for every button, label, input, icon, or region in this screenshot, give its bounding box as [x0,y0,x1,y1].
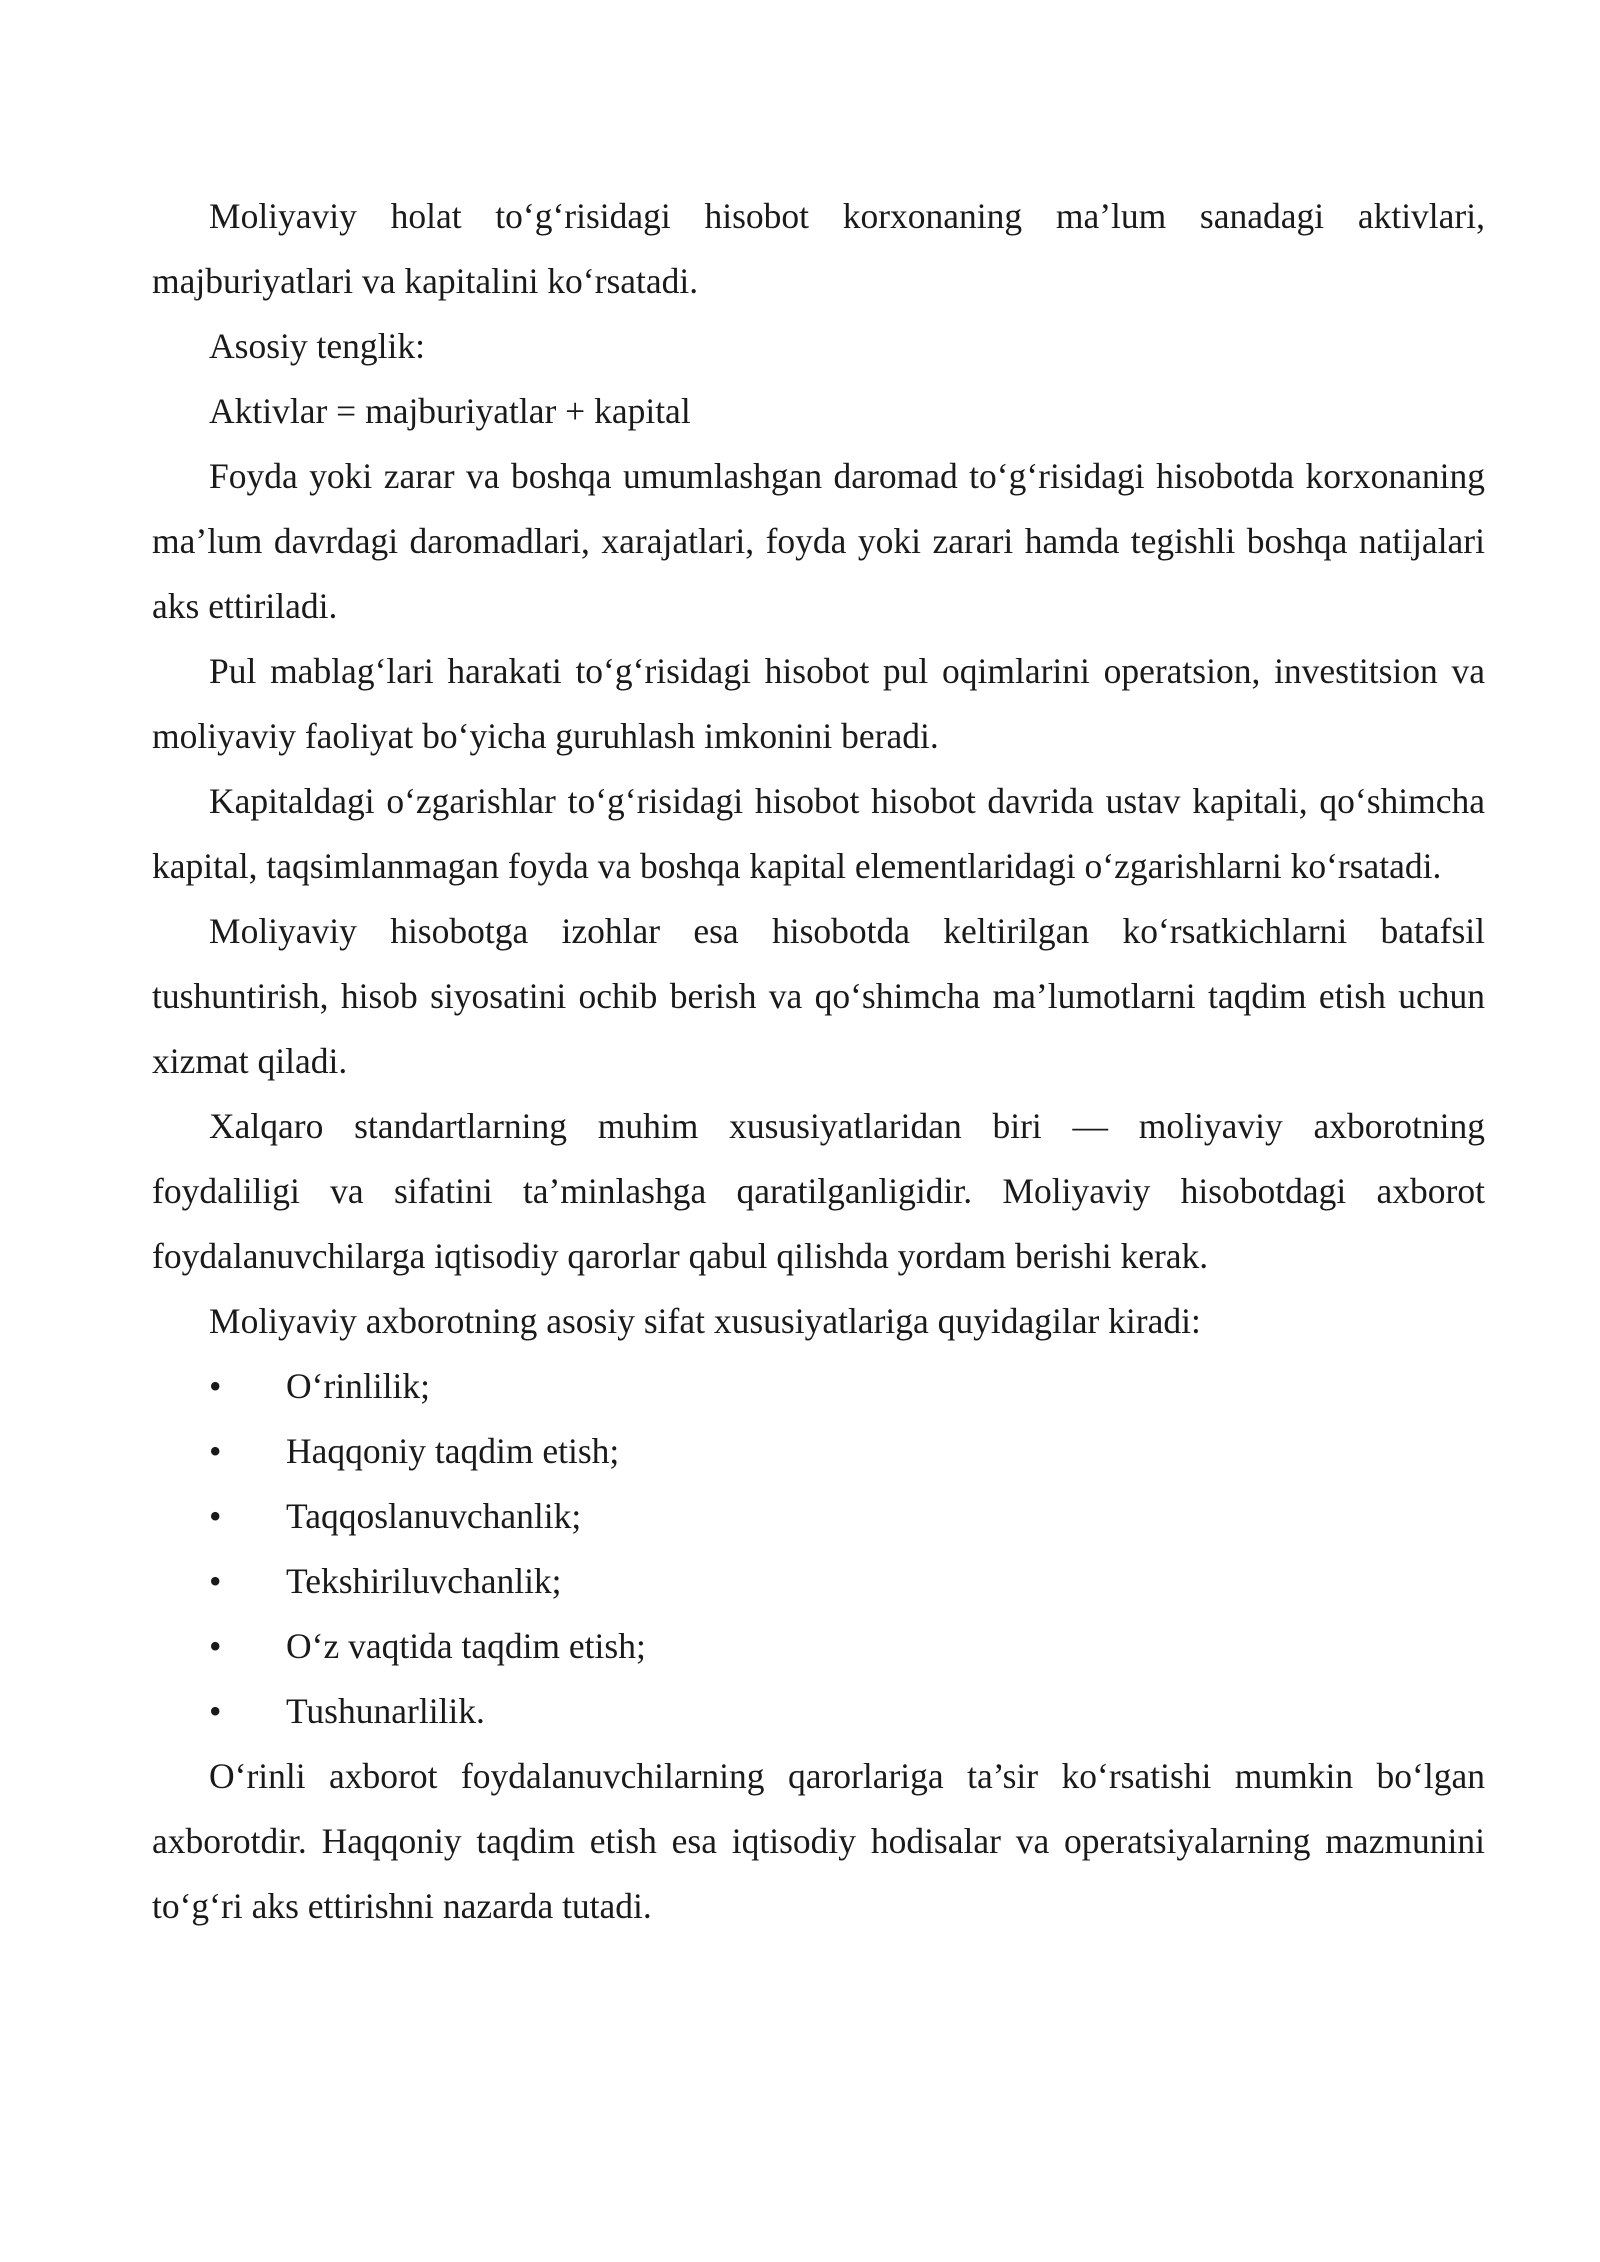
paragraph-financial-position: Moliyaviy holat to‘g‘risidagi hisobot korxonaning ma’lum sanadagi aktivlari, majburiyatlari va kapitalini ko‘rsatadi. [152,196,1485,301]
qualitative-characteristics-list [152,1354,1485,1744]
list-item-text: Haqqoniy taqdim etish; [286,1431,620,1471]
list-item [152,1354,1485,1419]
paragraph-equity-changes: Kapitaldagi o‘zgarishlar to‘g‘risidagi hisobot hisobot davrida ustav kapitali, qo‘shimcha kapital, taqsimlanmagan foyda va boshqa kapital elementlaridagi o‘zgarishlarni ko‘rsatadi. [152,781,1485,886]
paragraph-relevance-faithful-representation: O‘rinli axborot foydalanuvchilarning qarorlariga ta’sir ko‘rsatishi mumkin bo‘lgan axborotdir. Haqqoniy taqdim etish esa iqtisodiy hodisalar va operatsiyalarning mazmunini to‘g‘ri aks ettirishni nazarda tutadi. [152,1756,1485,1926]
list-item-text: Tushunarlilik. [286,1691,485,1731]
paragraph-accounting-equation: Aktivlar = majburiyatlar + kapital [209,391,691,431]
bullet-icon: • [209,1366,222,1406]
paragraph-notes: Moliyaviy hisobotga izohlar esa hisobotda keltirilgan ko‘rsatkichlarni batafsil tushuntirish, hisob siyosatini ochib berish va qo‘shimcha ma’lumotlarni taqdim etish uchun xizmat qiladi. [152,911,1485,1081]
list-item [152,1614,1485,1679]
paragraph-cash-flows: Pul mablag‘lari harakati to‘g‘risidagi hisobot pul oqimlarini operatsion, investitsion va moliyaviy faoliyat bo‘yicha guruhlash imkonini beradi. [152,651,1485,756]
paragraph-international-standards: Xalqaro standartlarning muhim xususiyatlaridan biri — moliyaviy axborotning foydaliligi va sifatini ta’minlashga qaratilganligidir. Moliyaviy hisobotdagi axborot foydalanuvchilarga iqtisodiy qarorlar qabul qilishda yordam berishi kerak. [152,1106,1485,1276]
paragraph-qualitative-characteristics: Moliyaviy axborotning asosiy sifat xususiyatlariga quyidagilar kiradi: [209,1301,1201,1341]
list-item-text: Taqqoslanuvchanlik; [286,1496,582,1536]
list-item [152,1679,1485,1744]
list-item [152,1419,1485,1484]
list-item-text: Tekshiriluvchanlik; [286,1561,562,1601]
list-item [152,1484,1485,1549]
paragraph-basic-equation-label: Asosiy tenglik: [209,326,425,366]
bullet-icon: • [209,1561,222,1601]
bullet-icon: • [209,1691,222,1731]
list-item-text: O‘z vaqtida taqdim etish; [286,1626,646,1666]
paragraph-profit-loss: Foyda yoki zarar va boshqa umumlashgan daromad to‘g‘risidagi hisobotda korxonaning ma’lum davrdagi daromadlari, xarajatlari, foyda yoki zarari hamda tegishli boshqa natijalari aks ettiriladi. [152,456,1485,626]
bullet-icon: • [209,1496,222,1536]
document-page [152,184,1485,1939]
list-item-text: O‘rinlilik; [286,1366,430,1406]
bullet-icon: • [209,1626,222,1666]
bullet-icon: • [209,1431,222,1471]
list-item [152,1549,1485,1614]
